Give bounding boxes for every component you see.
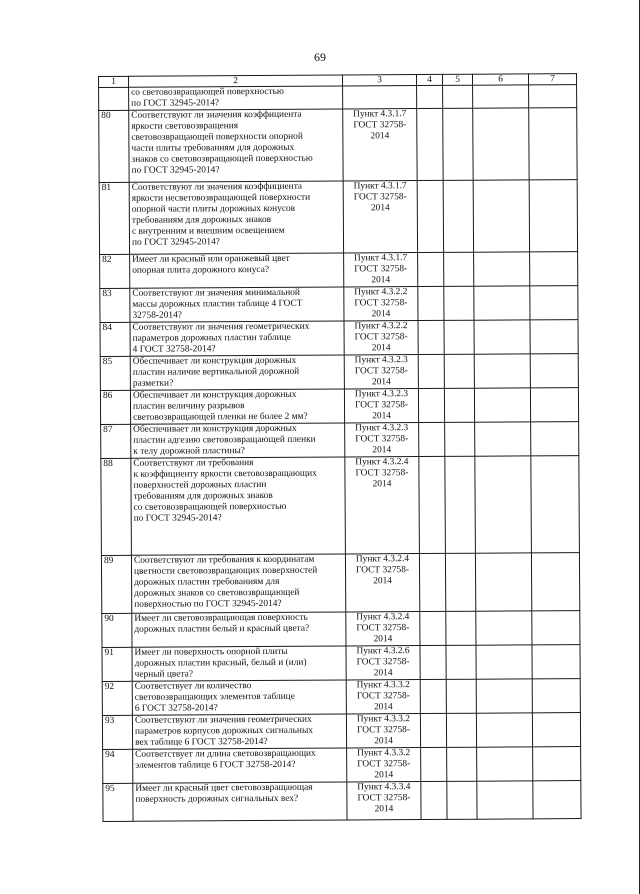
row-cell-6: [474, 320, 530, 354]
row-number: 95: [103, 783, 133, 821]
col-header-4: 4: [416, 74, 442, 85]
row-reference: Пункт 4.3.2.3 ГОСТ 32758- 2014: [344, 389, 418, 423]
row-cell-7: [531, 456, 580, 553]
row-number: 80: [99, 110, 129, 182]
table-row: [99, 108, 577, 183]
row-cell-6: [473, 85, 529, 108]
row-cell-4: [421, 747, 447, 781]
row-cell-4: [418, 320, 444, 354]
row-cell-6: [477, 781, 533, 819]
row-reference: Пункт 4.3.2.3 ГОСТ 32758- 2014: [344, 355, 418, 389]
table-row: [103, 781, 581, 822]
row-reference: Пункт 4.3.2.2 ГОСТ 32758- 2014: [344, 287, 418, 321]
row-reference: Пункт 4.3.3.2 ГОСТ 32758- 2014: [346, 680, 420, 714]
row-reference: Пункт 4.3.1.7 ГОСТ 32758- 2014: [343, 109, 417, 181]
row-number: 92: [102, 681, 132, 715]
row-cell-4: [417, 85, 443, 108]
row-cell-7: [531, 422, 579, 456]
table-row: [103, 747, 581, 784]
row-cell-5: [446, 611, 476, 645]
row-cell-5: [444, 320, 474, 354]
row-cell-4: [421, 781, 447, 819]
row-cell-5: [443, 180, 473, 252]
row-cell-4: [419, 456, 446, 553]
row-cell-5: [447, 781, 477, 819]
table-row: [100, 388, 578, 425]
row-cell-7: [533, 747, 581, 781]
row-cell-7: [529, 180, 577, 252]
row-reference: Пункт 4.3.3.4 ГОСТ 32758- 2014: [347, 782, 421, 820]
col-header-2: 2: [129, 75, 343, 87]
row-cell-7: [530, 320, 578, 354]
col-header-1: 1: [99, 76, 129, 87]
continuation-row: [99, 85, 577, 111]
row-cell-6: [475, 422, 531, 456]
row-number: 94: [103, 749, 133, 783]
row-cell-5: [444, 286, 474, 320]
col-header-6: 6: [472, 74, 528, 85]
row-cell-7: [530, 286, 578, 320]
row-question: Соответствуют ли значения минимальной массы дорожных пластин таблице 4 ГОСТ 32758-2014?: [130, 287, 344, 322]
row-cell-5: [446, 713, 476, 747]
row-cell-6: [476, 611, 532, 645]
row-cell-4: [418, 354, 444, 388]
row-number: 93: [102, 715, 132, 749]
row-cell-5: [444, 388, 474, 422]
row-question: Соответствуют ли значения коэффициента яркости несветовозвращающей поверхности опорной части плиты дорожных конусов требованиям для дорожных знаков с внутренним и внешним освещением по ГОСТ 32945-2014?: [129, 181, 343, 254]
page-number: 69: [314, 50, 326, 64]
row-question: Соответствуют ли значения геометрических параметров дорожных пластин таблице 4 ГОСТ 32758-2014?: [130, 321, 344, 356]
row-question: Имеет ли поверхность опорной плиты дорожных пластин красный, белый и (или) черный цвета?: [132, 646, 346, 681]
row-question: Соответствуют ли требования к координатам цветности световозвращающих поверхностей дорожных пластин требованиям для дорожных знаков со световозвращающей поверхностью по ГОСТ 32945-2014?: [131, 554, 345, 613]
row-reference: [343, 86, 417, 109]
row-cell-5: [443, 85, 473, 108]
row-cell-7: [530, 354, 578, 388]
row-cell-7: [532, 645, 580, 679]
table-row: [100, 252, 578, 289]
row-cell-6: [476, 645, 532, 679]
table-row: [102, 645, 580, 682]
row-number: 87: [101, 424, 131, 458]
table-row: [102, 611, 580, 648]
row-number: 81: [99, 182, 129, 254]
row-question: Обеспечивает ли конструкция дорожных пластин адгезию световозвращающей пленки к телу дорожной пластины?: [131, 423, 345, 458]
row-cell-4: [420, 611, 446, 645]
row-cell-6: [474, 388, 530, 422]
row-reference: Пункт 4.3.3.2 ГОСТ 32758- 2014: [346, 714, 420, 748]
row-cell-5: [445, 456, 476, 553]
table-row: [100, 354, 578, 391]
col-header-7: 7: [528, 74, 576, 85]
row-cell-6: [475, 553, 531, 611]
row-cell-6: [473, 180, 529, 252]
row-cell-5: [446, 679, 476, 713]
table-row: [102, 713, 580, 750]
row-cell-7: [532, 713, 580, 747]
row-cell-7: [533, 781, 581, 819]
row-question: Имеет ли световозвращающая поверхность дорожных пластин белый и красный цвета?: [132, 612, 346, 647]
row-number: [99, 87, 129, 110]
row-reference: Пункт 4.3.2.3 ГОСТ 32758- 2014: [345, 423, 419, 457]
row-cell-7: [529, 85, 577, 108]
row-reference: Пункт 4.3.3.2 ГОСТ 32758- 2014: [347, 748, 421, 782]
row-cell-7: [530, 388, 578, 422]
row-cell-4: [418, 252, 444, 286]
row-question: Соответствует ли длина световозвращающих элементов таблице 6 ГОСТ 32758-2014?: [133, 748, 347, 783]
row-number: 84: [100, 322, 130, 356]
row-cell-5: [447, 747, 477, 781]
row-question: Имеет ли красный или оранжевый цвет опорная плита дорожного конуса?: [130, 253, 344, 288]
row-cell-7: [532, 611, 580, 645]
row-reference: Пункт 4.3.2.2 ГОСТ 32758- 2014: [344, 321, 418, 355]
row-reference: Пункт 4.3.1.7 ГОСТ 32758- 2014: [344, 253, 418, 287]
row-question: Соответствуют ли требования к коэффициенту яркости световозвращающих поверхностей дорожных пластин требованиям для дорожных знаков со световозвращающей поверхностью по ГОСТ 32945-2014?: [131, 457, 346, 555]
row-number: 82: [100, 254, 130, 288]
row-reference: Пункт 4.3.2.4 ГОСТ 32758- 2014: [345, 457, 420, 554]
col-header-3: 3: [342, 75, 416, 86]
row-cell-5: [443, 108, 473, 180]
row-number: 91: [102, 647, 132, 681]
row-question: Соответствуют ли значения геометрических параметров корпусов дорожных сигнальных вех таблице 6 ГОСТ 32758-2014?: [132, 714, 346, 749]
row-cell-4: [420, 679, 446, 713]
row-number: 89: [101, 555, 131, 613]
row-cell-6: [474, 354, 530, 388]
table-row: [99, 180, 577, 255]
row-reference: Пункт 4.3.1.7 ГОСТ 32758- 2014: [343, 181, 417, 253]
row-question: Обеспечивает ли конструкция дорожных пластин величину разрывов световозвращающей пленки не более 2 мм?: [130, 389, 344, 424]
table-row: [101, 456, 580, 556]
col-header-5: 5: [442, 74, 472, 85]
row-number: 83: [100, 288, 130, 322]
row-cell-4: [417, 108, 443, 180]
row-cell-6: [476, 679, 532, 713]
row-cell-5: [444, 252, 474, 286]
row-question: со световозвращающей поверхностью по ГОСТ 32945-2014?: [129, 86, 343, 110]
row-cell-4: [418, 388, 444, 422]
row-cell-7: [532, 679, 580, 713]
row-cell-5: [446, 645, 476, 679]
row-cell-7: [529, 108, 577, 180]
row-number: 90: [102, 613, 132, 647]
row-cell-6: [474, 286, 530, 320]
table-row: [102, 679, 580, 716]
row-cell-5: [445, 422, 475, 456]
row-cell-7: [530, 252, 578, 286]
row-question: Соответствуют ли значения коэффициента яркости световозвращения световозвращающей поверхности опорной части плиты требованиям для дорожных знаков со световозвращающей поверхностью по ГОСТ 32945-2014?: [129, 109, 343, 182]
row-question: Соответствует ли количество световозвращающих элементов таблице 6 ГОСТ 32758-2014?: [132, 680, 346, 715]
row-cell-4: [417, 180, 443, 252]
row-cell-6: [476, 713, 532, 747]
row-cell-4: [420, 713, 446, 747]
row-number: 86: [100, 390, 130, 424]
row-cell-5: [444, 354, 474, 388]
row-reference: Пункт 4.3.2.4 ГОСТ 32758- 2014: [345, 554, 419, 612]
table-row: [101, 422, 579, 459]
row-cell-6: [475, 456, 532, 553]
row-cell-5: [445, 553, 475, 611]
row-cell-4: [419, 422, 445, 456]
row-cell-4: [419, 553, 445, 611]
row-number: 88: [101, 458, 132, 555]
checklist-table: [98, 73, 582, 822]
table-row: [101, 553, 579, 614]
row-cell-7: [531, 553, 579, 611]
row-cell-4: [418, 286, 444, 320]
row-reference: Пункт 4.3.2.4 ГОСТ 32758- 2014: [346, 612, 420, 646]
table-row: [100, 320, 578, 357]
row-question: Имеет ли красный цвет световозвращающая поверхность дорожных сигнальных вех?: [133, 782, 347, 821]
row-cell-4: [420, 645, 446, 679]
row-reference: Пункт 4.3.2.6 ГОСТ 32758- 2014: [346, 646, 420, 680]
row-cell-6: [474, 252, 530, 286]
row-cell-6: [473, 108, 529, 180]
row-number: 85: [100, 356, 130, 390]
table-row: [100, 286, 578, 323]
row-question: Обеспечивает ли конструкция дорожных пластин наличие вертикальной дорожной разметки?: [130, 355, 344, 390]
row-cell-6: [477, 747, 533, 781]
